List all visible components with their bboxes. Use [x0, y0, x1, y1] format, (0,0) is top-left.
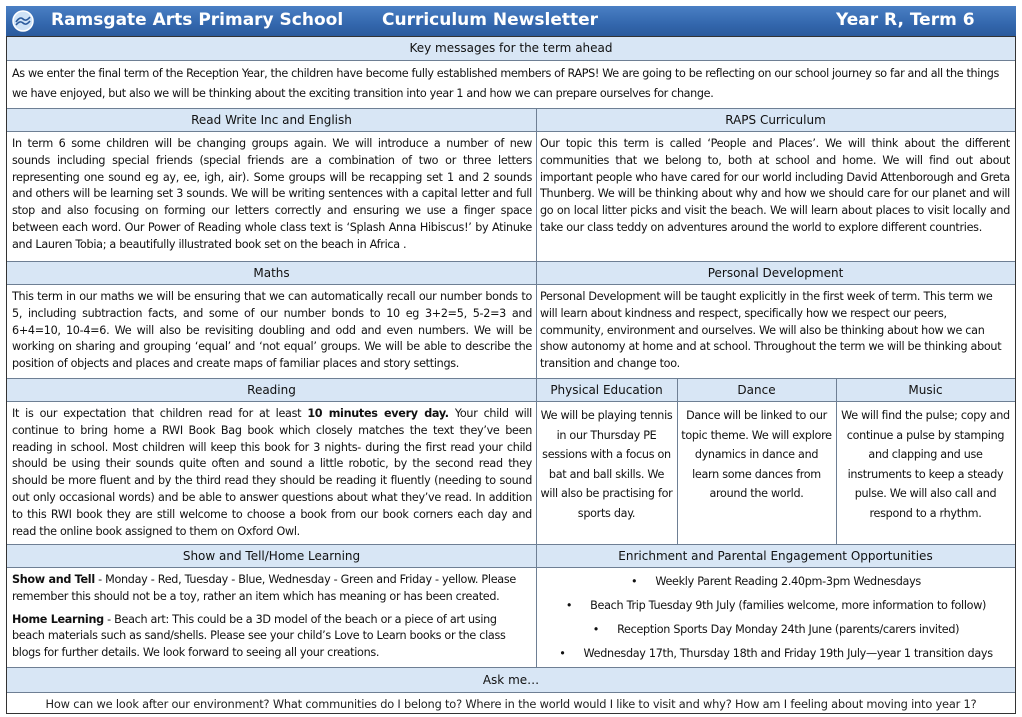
school-name: Ramsgate Arts Primary School: [51, 10, 344, 30]
column-divider: [836, 378, 837, 544]
pe-heading: Physical Education: [536, 378, 677, 402]
list-item: [540, 618, 1012, 642]
bullet-icon: •: [592, 623, 600, 636]
term-label: Year R, Term 6: [836, 10, 975, 30]
newsletter-grid: [6, 36, 1016, 714]
personal-text: Personal Development will be taught explicitly in the first week of term. This term we will learn about kindness and respect, specifically how we respect our peers, community, environment and ourselves. We will also be thinking about how we can show autonomy at home and at school. Throughout the term we will be thinking about transition and change too.: [540, 290, 1002, 371]
show-tell-body: - Monday - Red, Tuesday - Blue, Wednesday - Green and Friday - yellow. Please remember this should not be a toy, rather an item which has meaning or has been created.: [12, 573, 516, 603]
ask-me-heading: Ask me…: [7, 667, 1015, 693]
enrichment-item: Reception Sports Day Monday 24th June (parents/carers invited): [617, 623, 960, 636]
newsletter-title: Curriculum Newsletter: [382, 10, 599, 30]
enrichment-item: Wednesday 17th, Thursday 18th and Friday 19th July—year 1 transition days: [583, 647, 993, 660]
maths-heading: Maths: [7, 261, 536, 285]
reading-text: [12, 406, 532, 542]
key-messages-text: As we enter the final term of the Reception Year, the children have become fully established members of RAPS! We are going to be reflecting on our school journey so far and all the things we have enjoyed, but also we will be thinking about the exciting transition into year 1 and how we can prepare ourselves for change.: [12, 67, 1000, 100]
show-tell-paragraph: [12, 572, 532, 606]
bullet-icon: •: [631, 575, 638, 588]
bullet-icon: •: [565, 599, 573, 612]
dance-heading: Dance: [677, 378, 836, 402]
reading-heading: Reading: [7, 378, 536, 402]
show-tell-heading: Show and Tell/Home Learning: [7, 544, 536, 568]
bullet-icon: •: [559, 647, 566, 660]
enrichment-heading: Enrichment and Parental Engagement Opportunities: [536, 544, 1015, 568]
rwi-text: In term 6 some children will be changing groups again. We will introduce a number of new sounds including special friends (special friends are a combination of two or three letters representing one sound eg ay, ee, igh, air). Some groups will be recapping set 1 and 2 sounds and others will be learning set 3 sounds. We will be writing sentences with a capital letter and full stop and also focusing on forming our letters correctly and ensuring we use a finger space between each word. Our Power of Reading whole class text is ‘Splash Anna Hibiscus!’ by Atinuke and Lauren Tobia; a beautifully illustrated book set on the beach in Africa .: [12, 137, 532, 251]
reading-text-a: It is our expectation that children read for at least: [12, 407, 308, 420]
personal-heading: Personal Development: [536, 261, 1015, 285]
key-messages-heading: Key messages for the term ahead: [7, 37, 1015, 61]
show-tell-text: [12, 572, 532, 666]
show-tell-label: Show and Tell: [12, 573, 95, 586]
enrichment-item: Weekly Parent Reading 2.40pm-3pm Wednesdays: [655, 575, 921, 588]
reading-text-bold: 10 minutes every day.: [307, 407, 449, 420]
dance-text: Dance will be linked to our topic theme. We will explore dynamics in dance and learn some dances from around the world.: [681, 409, 832, 501]
music-heading: Music: [836, 378, 1015, 402]
newsletter-banner: [6, 6, 1016, 36]
pe-text: We will be playing tennis in our Thursday PE sessions with a focus on bat and ball skills. We will also be practising for sports day.: [540, 409, 673, 520]
home-learning-body: - Beach art: This could be a 3D model of the beach or a piece of art using beach materials such as sand/shells. Please see your child’s Love to Learn books or the class blogs for further details. We look forward to seeing all your creations.: [12, 612, 506, 660]
list-item: [540, 594, 1012, 618]
raps-heading: RAPS Curriculum: [536, 108, 1015, 132]
rwi-heading: Read Write Inc and English: [7, 108, 536, 132]
home-learning-paragraph: [12, 612, 532, 662]
list-item: [540, 642, 1012, 666]
enrichment-item: Beach Trip Tuesday 9th July (families welcome, more information to follow): [590, 599, 987, 612]
enrichment-list: [540, 570, 1012, 666]
column-divider: [536, 108, 537, 667]
maths-text: This term in our maths we will be ensuring that we can automatically recall our number bonds to 5, including subtraction facts, and some of our number bonds to 10 eg 3+2=5, 5-2=3 and 6+4=10, 10-4=6. We will also be revisiting doubling and odd and even numbers. We will be working on sharing and grouping ‘equal’ and ‘not equal’ groups. We will be able to describe the position of objects and places and create maps of familiar places and story settings.: [12, 290, 532, 371]
school-logo-icon: [12, 10, 34, 32]
raps-text: Our topic this term is called ‘People and Places’. We will think about the different communities that we belong to, both at school and home. We will find out about important people who have cared for our world including David Attenborough and Greta Thunberg. We will be thinking about why and how we should care for our planet and will go on local litter picks and visit the beach. We will learn about places to visit locally and take our class teddy on adventures around the world to explore different countries.: [540, 137, 1010, 234]
home-learning-label: Home Learning: [12, 612, 104, 626]
list-item: [540, 570, 1012, 594]
music-text: We will find the pulse; copy and continue a pulse by stamping and clapping and use instruments to keep a steady pulse. We will also call and respond to a rhythm.: [841, 409, 1010, 520]
ask-me-text: How can we look after our environment? What communities do I belong to? Where in the world would I like to visit and why? How am I feeling about moving into year 1?: [45, 697, 977, 711]
column-divider: [677, 378, 678, 544]
reading-text-b: Your child will continue to bring home a RWI Book Bag book which closely matches the text they’ve been reading in school. Most children will keep this book for 3 nights- during the first read your child should be using their sounds quite often and sound a little robotic, by the second read they should be more fluent and by the third read they should be reading it fluently (needing to sound out only occasional words) and be able to answer questions about what they’ve read. In addition to this RWI book they are still welcome to choose a book from our book corners each day and read the online book assigned to them on Oxford Owl.: [12, 407, 532, 538]
